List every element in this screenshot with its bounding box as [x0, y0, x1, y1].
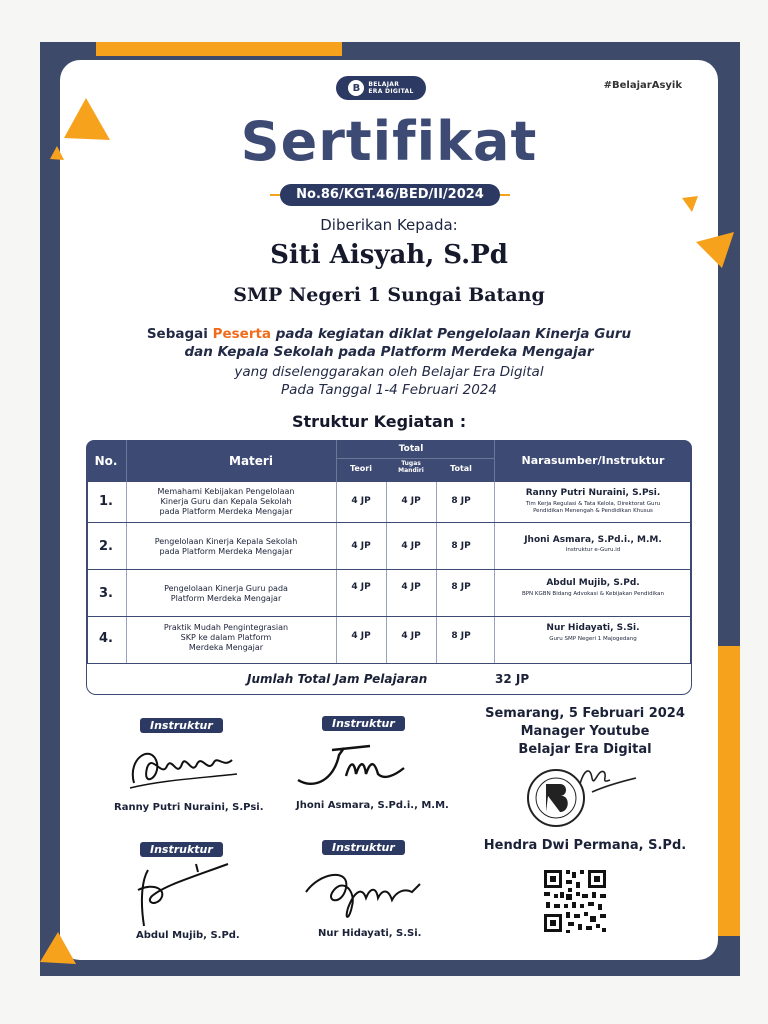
qr-code-icon — [542, 868, 608, 934]
materi-line: Platform Merdeka Mengajar — [170, 594, 282, 603]
header-divider — [494, 440, 495, 482]
desc-line-1-rest: pada kegiatan diklat Pengelolaan Kinerja Guru — [271, 326, 632, 342]
row-no: 1. — [99, 494, 113, 509]
row-narasumber-role — [494, 501, 692, 515]
description-line-3: yang diselenggarakan oleh Belajar Era Digital — [234, 364, 544, 380]
header-no: No. — [94, 454, 118, 468]
struktur-title: Struktur Kegiatan : — [292, 412, 467, 431]
description-line-2: dan Kepala Sekolah pada Platform Merdeka Mengajar — [184, 344, 594, 360]
row-no: 3. — [99, 586, 113, 601]
brand-logo-text — [368, 81, 413, 95]
organization-name: Belajar Era Digital — [518, 742, 652, 757]
desc-prefix: Sebagai — [146, 326, 213, 342]
materi-line: SKP ke dalam Platform — [180, 633, 272, 642]
orange-triangle-small-icon — [680, 194, 700, 214]
row-narasumber-role: Guru SMP Negeri 1 Majogedang — [549, 636, 637, 642]
total-hours-row — [86, 664, 692, 695]
logo-line-2: ERA DIGITAL — [368, 88, 414, 95]
materi-line: pada Platform Merdeka Mengajar — [159, 507, 293, 516]
certificate-number-badge — [270, 184, 510, 206]
row-total: 8 JP — [451, 631, 471, 641]
brand-logo-icon: B — [348, 80, 364, 96]
instructor-name: Nur Hidayati, S.Si. — [318, 928, 422, 939]
header-divider — [336, 458, 494, 459]
signature-ranny — [122, 738, 242, 798]
recipient-name: Siti Aisyah, S.Pd — [270, 240, 508, 270]
header-tugas — [386, 460, 436, 474]
logo-line-1: BELAJAR — [368, 81, 400, 88]
instructor-name: Ranny Putri Nuraini, S.Psi. — [114, 802, 264, 813]
orange-accent-top — [96, 42, 342, 56]
description-line-4: Pada Tanggal 1-4 Februari 2024 — [281, 382, 497, 398]
row-teori: 4 JP — [351, 496, 371, 506]
row-narasumber-name: Abdul Mujib, S.Pd. — [546, 578, 640, 588]
row-total: 8 JP — [451, 541, 471, 551]
recipient-school: SMP Negeri 1 Sungai Batang — [233, 284, 545, 306]
role-line: Tim Kerja Regulasi & Tata Kelola, Direktorat Guru — [525, 501, 661, 507]
row-narasumber-name: Nur Hidayati, S.Si. — [546, 623, 640, 633]
materi-line: Pengelolaan Kinerja Kepala Sekolah — [154, 537, 298, 546]
total-hours-value: 32 JP — [495, 672, 530, 686]
row-materi — [136, 623, 316, 653]
certificate-title: Sertifikat — [240, 110, 538, 173]
row-total: 8 JP — [451, 582, 471, 592]
description-line-1 — [60, 326, 718, 342]
header-divider — [126, 440, 127, 482]
total-hours-label: Jumlah Total Jam Pelajaran — [247, 672, 428, 686]
row-narasumber-role: BPN KGBN Bidang Advokasi & Kebijakan Pendidikan — [521, 591, 665, 597]
row-narasumber-name: Ranny Putri Nuraini, S.Psi. — [525, 488, 661, 498]
row-tugas: 4 JP — [401, 541, 421, 551]
row-teori: 4 JP — [351, 541, 371, 551]
row-tugas: 4 JP — [401, 582, 421, 592]
materi-line: Kinerja Guru dan Kepala Sekolah — [160, 497, 292, 506]
role-highlight: Peserta — [212, 326, 272, 342]
row-materi — [136, 584, 316, 604]
header-divider — [336, 440, 337, 482]
header-tugas-1: Tugas — [401, 460, 421, 467]
header-total-group: Total — [398, 444, 424, 454]
role-line: Pendidikan Menengah & Pendidikan Khusus — [533, 508, 653, 514]
manager-title: Manager Youtube — [520, 724, 650, 739]
row-tugas: 4 JP — [401, 631, 421, 641]
row-total: 8 JP — [451, 496, 471, 506]
place-date: Semarang, 5 Februari 2024 — [485, 706, 685, 721]
materi-line: pada Platform Merdeka Mengajar — [159, 547, 293, 556]
certificate-number: No.86/KGT.46/BED/II/2024 — [280, 184, 500, 206]
materi-line: Pengelolaan Kinerja Guru pada — [164, 584, 288, 593]
signature-jhoni — [294, 740, 414, 796]
materi-line: Memahami Kebijakan Pengelolaan — [157, 487, 295, 496]
row-materi — [136, 487, 316, 517]
row-tugas: 4 JP — [401, 496, 421, 506]
header-teori: Teori — [349, 464, 372, 473]
materi-line: Merdeka Mengajar — [188, 643, 264, 652]
table-header — [86, 440, 692, 482]
table-row — [86, 482, 692, 522]
instructor-badge: Instruktur — [140, 842, 223, 857]
row-no: 2. — [99, 539, 113, 554]
brand-logo — [336, 76, 426, 100]
header-tugas-2: Mandiri — [398, 467, 424, 474]
row-narasumber-role: Instruktur e-Guru.id — [565, 547, 621, 553]
manager-name: Hendra Dwi Permana, S.Pd. — [483, 838, 687, 853]
signature-abdul — [124, 860, 234, 932]
orange-triangle-icon — [38, 930, 78, 966]
row-narasumber-name: Jhoni Asmara, S.Pd.i., M.M. — [524, 535, 662, 545]
row-no: 4. — [99, 631, 113, 646]
header-narasumber: Narasumber/Instruktur — [521, 454, 665, 467]
header-total: Total — [450, 464, 472, 473]
instructor-name: Jhoni Asmara, S.Pd.i., M.M. — [296, 800, 449, 811]
row-materi — [136, 537, 316, 557]
table-row — [86, 523, 692, 569]
header-materi: Materi — [229, 454, 273, 468]
materi-line: Praktik Mudah Pengintegrasian — [163, 623, 289, 632]
table-row — [86, 570, 692, 616]
signature-nur — [300, 862, 430, 926]
instructor-badge: Instruktur — [140, 718, 223, 733]
row-teori: 4 JP — [351, 582, 371, 592]
instructor-name: Abdul Mujib, S.Pd. — [136, 930, 240, 941]
instructor-badge: Instruktur — [322, 716, 405, 731]
orange-accent-right — [718, 646, 740, 936]
table-row — [86, 617, 692, 663]
hashtag-text: #BelajarAsyik — [603, 80, 682, 91]
company-stamp-icon — [520, 758, 640, 830]
row-teori: 4 JP — [351, 631, 371, 641]
given-to-label: Diberikan Kepada: — [320, 216, 458, 234]
instructor-badge: Instruktur — [322, 840, 405, 855]
